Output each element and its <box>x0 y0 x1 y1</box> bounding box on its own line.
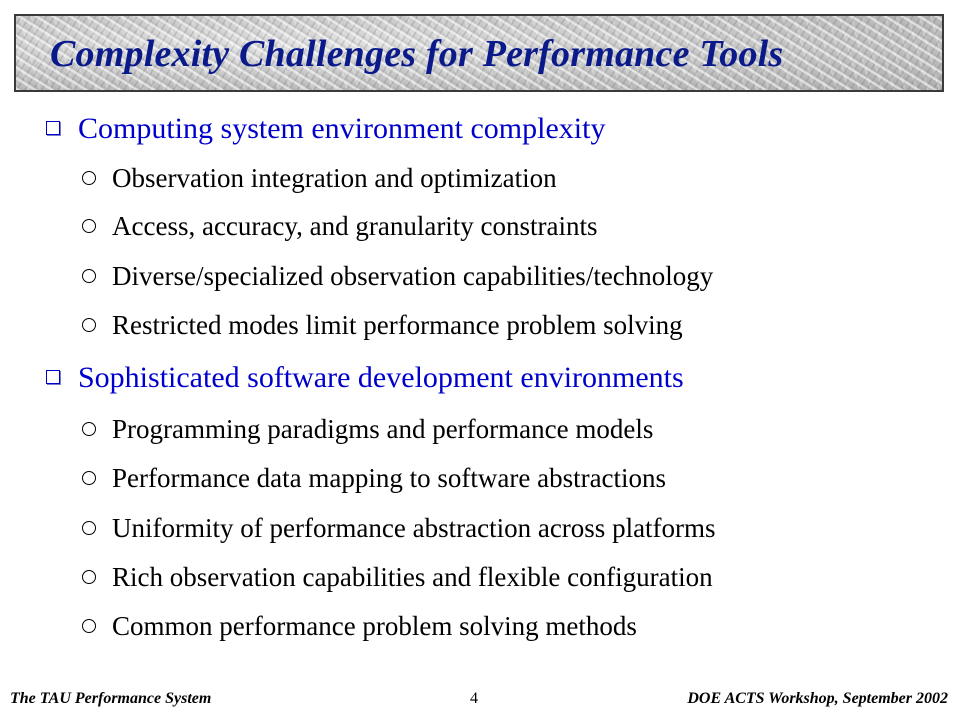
section-heading: Sophisticated software development environments <box>46 361 684 395</box>
circle-bullet-icon <box>82 171 96 185</box>
list-item: Observation integration and optimization <box>82 163 557 194</box>
footer-left: The TAU Performance System <box>10 690 212 707</box>
list-item: Rich observation capabilities and flexible configuration <box>82 562 713 593</box>
circle-bullet-icon <box>82 471 96 485</box>
circle-bullet-icon <box>82 619 96 633</box>
list-item: Performance data mapping to software abstractions <box>82 463 666 494</box>
footer-right: DOE ACTS Workshop, September 2002 <box>687 690 948 707</box>
circle-bullet-icon <box>82 318 96 332</box>
list-item: Access, accuracy, and granularity constraints <box>82 211 598 242</box>
page-number: 4 <box>470 690 478 707</box>
list-item: Restricted modes limit performance problem solving <box>82 310 683 341</box>
circle-bullet-icon <box>82 521 96 535</box>
list-item: Diverse/specialized observation capabilities/technology <box>82 261 713 292</box>
circle-bullet-icon <box>82 219 96 233</box>
section-heading: Computing system environment complexity <box>46 112 605 146</box>
list-item: Common performance problem solving methods <box>82 611 637 642</box>
square-bullet-icon <box>46 370 60 384</box>
circle-bullet-icon <box>82 422 96 436</box>
square-bullet-icon <box>46 121 60 135</box>
slide-title: Complexity Challenges for Performance Tools <box>50 33 784 75</box>
list-item: Programming paradigms and performance models <box>82 414 653 445</box>
circle-bullet-icon <box>82 269 96 283</box>
list-item: Uniformity of performance abstraction across platforms <box>82 513 716 544</box>
circle-bullet-icon <box>82 570 96 584</box>
